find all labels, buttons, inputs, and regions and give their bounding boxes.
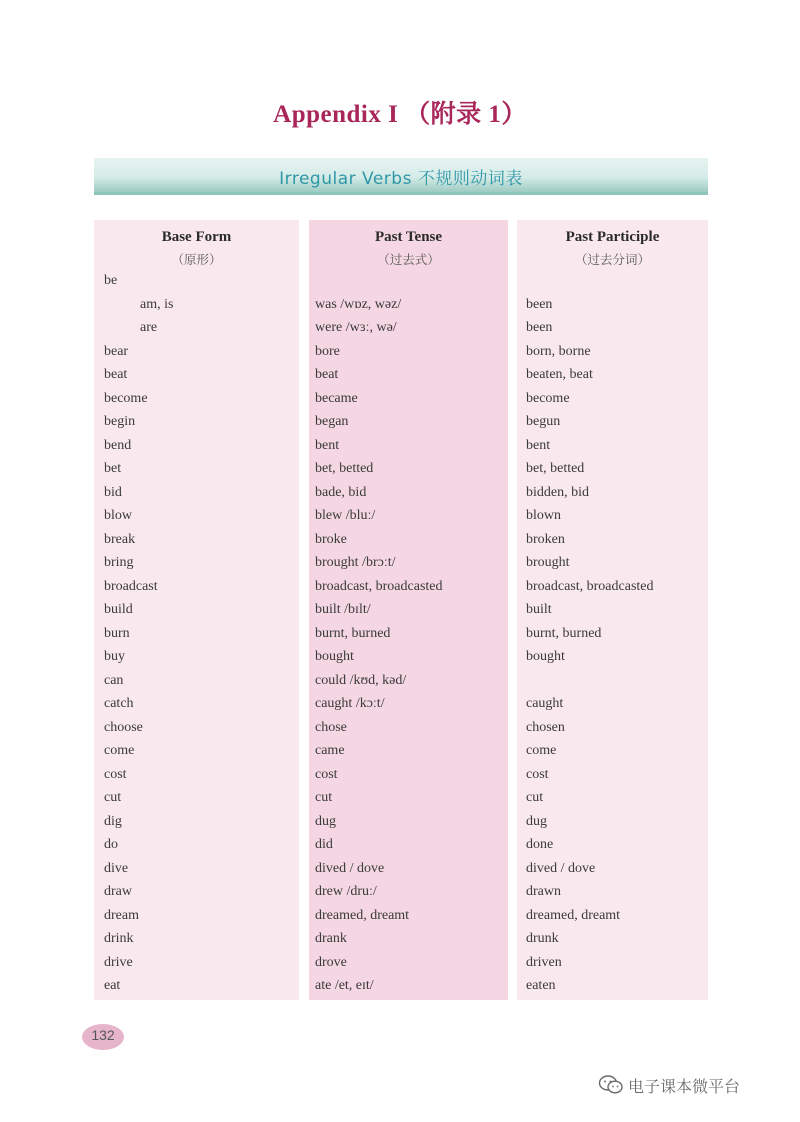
past-tense-cell: broadcast, broadcasted <box>315 578 443 594</box>
past-tense-cell: cut <box>315 790 333 805</box>
past-participle-cell: brought <box>526 555 570 570</box>
base-form-cell: be <box>104 273 118 288</box>
past-tense-cell: cost <box>315 766 338 782</box>
past-tense-cell <box>309 269 508 293</box>
base-form-cell: choose <box>104 719 143 735</box>
base-form-heading: Base Form <box>161 229 232 245</box>
base-form-cell: do <box>104 837 118 852</box>
past-participle-cell: become <box>526 390 570 406</box>
past-participle-cell: begun <box>526 414 561 429</box>
page-number: 132 <box>82 1024 124 1050</box>
base-form-subheading: （原形） <box>171 252 222 267</box>
past-tense-cell: bore <box>315 343 340 359</box>
past-participle-cell: come <box>526 743 557 758</box>
past-tense-column <box>309 220 508 1000</box>
base-form-cell: am, is <box>140 296 174 312</box>
base-form-cell: beat <box>104 367 128 382</box>
past-tense-cell: drew /druː/ <box>315 884 377 899</box>
past-tense-cell: bent <box>315 437 340 453</box>
past-tense-cell: built /bɪlt/ <box>315 602 371 617</box>
past-tense-cell: bought <box>315 649 354 664</box>
past-tense-cell: dived / dove <box>315 860 385 876</box>
past-tense-subheading: （过去式） <box>377 252 440 267</box>
section-banner <box>94 158 708 195</box>
past-tense-cell: drove <box>315 954 347 970</box>
past-tense-cell: came <box>315 743 345 758</box>
base-form-cell: bid <box>104 484 122 500</box>
past-participle-cell: drunk <box>526 931 559 946</box>
past-participle-list <box>517 269 708 998</box>
past-tense-cell: ate /et, eɪt/ <box>315 978 374 993</box>
past-participle-cell: bought <box>526 649 565 664</box>
base-form-cell: bear <box>104 343 129 359</box>
base-form-cell: bet <box>104 461 122 476</box>
past-participle-cell <box>517 669 708 693</box>
base-form-cell: are <box>140 320 158 335</box>
past-participle-cell: cost <box>526 766 549 782</box>
past-participle-column <box>517 220 708 1000</box>
base-form-cell: blow <box>104 508 132 523</box>
past-participle-cell: dived / dove <box>526 860 596 876</box>
base-form-cell: draw <box>104 884 132 899</box>
base-form-cell: eat <box>104 978 121 993</box>
past-tense-cell: dreamed, dreamt <box>315 907 410 923</box>
base-form-cell: bend <box>104 437 132 453</box>
base-form-cell: break <box>104 531 136 547</box>
base-form-cell: burn <box>104 625 130 641</box>
past-participle-cell: chosen <box>526 719 565 735</box>
base-form-cell: dig <box>104 813 122 829</box>
base-form-cell: broadcast <box>104 578 158 594</box>
past-participle-cell: built <box>526 602 552 617</box>
past-tense-cell: burnt, burned <box>315 625 391 641</box>
past-participle-cell: been <box>526 320 553 335</box>
watermark-text: 电子课本微平台 <box>628 1076 741 1096</box>
base-form-cell: buy <box>104 649 125 664</box>
past-tense-cell: were /wɜː, wə/ <box>315 320 397 335</box>
past-participle-cell: drawn <box>526 884 561 899</box>
past-tense-cell: bet, betted <box>315 461 374 476</box>
base-form-cell: dive <box>104 860 129 876</box>
base-form-cell: bring <box>104 555 134 570</box>
past-tense-cell: could /kʊd, kəd/ <box>315 672 407 688</box>
past-participle-cell: cut <box>526 790 544 805</box>
past-participle-cell: blown <box>526 508 561 523</box>
past-participle-cell: beaten, beat <box>526 367 593 382</box>
past-participle-cell: done <box>526 837 554 852</box>
base-form-cell: cost <box>104 766 127 782</box>
past-participle-cell: dug <box>526 813 547 829</box>
past-tense-cell: bade, bid <box>315 484 367 500</box>
base-form-column <box>94 220 299 1000</box>
past-participle-cell: broadcast, broadcasted <box>526 578 654 594</box>
past-participle-cell: driven <box>526 954 562 970</box>
past-tense-cell: beat <box>315 367 339 382</box>
page-title: Appendix I （附录 1） <box>273 101 527 128</box>
base-form-cell: drive <box>104 954 133 970</box>
past-tense-cell: drank <box>315 931 347 946</box>
base-form-cell: become <box>104 390 148 406</box>
past-participle-cell: eaten <box>526 978 556 993</box>
past-tense-cell: broke <box>315 531 347 547</box>
past-tense-list <box>309 269 508 998</box>
base-form-cell: can <box>104 672 124 688</box>
base-form-cell: cut <box>104 790 122 805</box>
past-participle-cell: burnt, burned <box>526 625 602 641</box>
past-participle-cell: born, borne <box>526 343 591 359</box>
past-tense-cell: blew /bluː/ <box>315 508 376 523</box>
past-tense-heading: Past Tense <box>374 229 443 245</box>
banner-title: Irregular Verbs 不规则动词表 <box>279 169 523 189</box>
base-form-list <box>94 269 299 998</box>
past-tense-cell: became <box>315 390 358 406</box>
past-participle-cell: caught <box>526 696 564 711</box>
past-participle-cell: bet, betted <box>526 461 585 476</box>
past-tense-cell: brought /brɔːt/ <box>315 555 396 570</box>
past-tense-cell: was /wɒz, wəz/ <box>315 296 402 312</box>
base-form-cell: begin <box>104 414 136 429</box>
past-tense-cell: began <box>315 414 349 429</box>
base-form-cell: catch <box>104 696 134 711</box>
wechat-icon <box>598 1074 624 1096</box>
watermark <box>598 1071 740 1099</box>
base-form-cell: drink <box>104 931 134 946</box>
base-form-cell: dream <box>104 907 139 923</box>
past-participle-cell: been <box>526 296 553 312</box>
base-form-cell: come <box>104 743 135 758</box>
past-participle-cell: bidden, bid <box>526 484 589 500</box>
past-participle-cell: dreamed, dreamt <box>526 907 621 923</box>
base-form-cell: build <box>104 602 133 617</box>
past-tense-cell: caught /kɔːt/ <box>315 696 385 711</box>
past-participle-cell: bent <box>526 437 551 453</box>
past-tense-cell: dug <box>315 813 336 829</box>
past-participle-subheading: （过去分词） <box>574 252 650 267</box>
past-tense-cell: did <box>315 837 333 852</box>
past-participle-cell: broken <box>526 531 565 547</box>
past-tense-cell: chose <box>315 719 347 735</box>
past-participle-cell <box>517 269 708 293</box>
past-participle-heading: Past Participle <box>565 229 660 245</box>
